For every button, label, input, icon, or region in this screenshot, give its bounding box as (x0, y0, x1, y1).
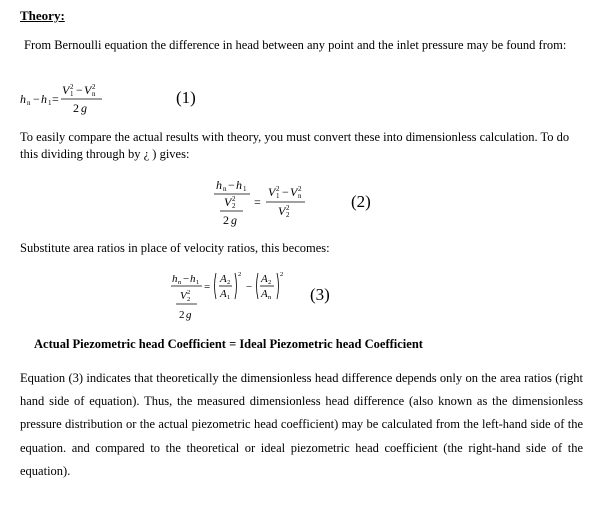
equation-2-number: (2) (351, 192, 371, 211)
eq3-a1-sub: 1 (227, 294, 231, 301)
eq3-den-g: g (186, 309, 192, 321)
eq2-den-2: 2 (223, 213, 229, 227)
eq1-den-g: g (81, 101, 87, 115)
eq2-sub-n: n (223, 185, 227, 193)
eq1-v1-sub: 1 (70, 90, 74, 98)
eq1-sub-n: n (27, 99, 31, 107)
eq2-v2: V (224, 195, 232, 209)
equation-3 (168, 268, 293, 326)
eq2-h-1: h (236, 178, 242, 192)
eq3-a2-num-2: A (261, 273, 268, 285)
eq2-rhs-v1-sup: 2 (276, 185, 280, 193)
eq2-rhs-v2: V (278, 204, 286, 218)
eq3-equals: = (204, 281, 211, 293)
eq3-v2-sup: 2 (187, 289, 191, 296)
eq3-an-sub: n (268, 294, 272, 301)
eq1-num-minus: − (76, 83, 83, 97)
convert-paragraph: To easily compare the actual results with theory, you must convert these into dimensionless calculation. To do this dividing through by ¿ ) gives: (20, 130, 570, 161)
eq3-an-den: A (261, 288, 268, 300)
eq2-den-g: g (231, 213, 237, 227)
eq2-h-n: h (216, 178, 222, 192)
eq3-v2-sub: 2 (187, 296, 191, 303)
eq1-vn-sup: 2 (92, 83, 96, 91)
eq1-minus: − (33, 92, 40, 106)
eq3-den-2: 2 (179, 309, 185, 321)
eq1-equals: = (52, 92, 59, 106)
eq3-paren-left-2 (257, 273, 259, 299)
eq3-a2-sub-2: 2 (268, 279, 272, 286)
eq3-a2-sub: 2 (227, 279, 231, 286)
eq3-sup-1: 2 (238, 271, 242, 278)
eq2-rhs-vn-sub: n (298, 192, 302, 200)
eq2-v2-sup: 2 (232, 195, 236, 203)
eq2-v2-sub: 2 (232, 202, 236, 210)
eq2-rhs-vn: V (290, 185, 298, 199)
eq3-sub-1: 1 (196, 279, 200, 286)
eq1-h-1: h (41, 92, 47, 106)
eq1-h-n: h (20, 92, 26, 106)
eq2-rhs-v1-sub: 1 (276, 192, 280, 200)
eq3-a2-num: A (220, 273, 227, 285)
eq2-rhs-minus: − (282, 185, 289, 199)
section-heading: Theory: (20, 8, 65, 23)
coefficient-statement: Actual Piezometric head Coefficient = Ideal Piezometric head Coefficient (34, 337, 423, 351)
eq1-sub-1: 1 (48, 99, 52, 107)
eq3-sup-2: 2 (280, 271, 284, 278)
equation-2 (210, 176, 320, 232)
eq2-rhs-v2-sub: 2 (286, 211, 290, 219)
eq3-sub-n: n (178, 279, 182, 286)
substitute-paragraph: Substitute area ratios in place of velocity ratios, this becomes: (20, 241, 330, 255)
eq3-paren-right-1 (235, 273, 237, 299)
eq2-rhs-v2-sup: 2 (286, 204, 290, 212)
eq1-vn: V (84, 83, 92, 97)
eq3-paren-right-2 (277, 273, 279, 299)
eq3-mid-minus: − (246, 281, 253, 293)
eq2-rhs-vn-sup: 2 (298, 185, 302, 193)
eq1-v1: V (62, 83, 70, 97)
eq1-vn-sub: n (92, 90, 96, 98)
eq2-sub-1: 1 (243, 185, 247, 193)
eq3-paren-left-1 (215, 273, 217, 299)
equation-3-number: (3) (310, 285, 330, 304)
equation-1-number: (1) (176, 88, 196, 107)
intro-paragraph: From Bernoulli equation the difference in head between any point and the inlet pressure may be found from: (24, 38, 567, 52)
eq2-minus: − (228, 178, 235, 192)
eq1-den-2: 2 (73, 101, 79, 115)
eq1-v1-sup: 2 (70, 83, 74, 91)
eq3-minus: − (183, 273, 190, 285)
eq3-v2: V (180, 290, 187, 302)
eq3-a1-den: A (220, 288, 227, 300)
eq2-equals: = (254, 195, 261, 209)
conclusion-paragraph: Equation (3) indicates that theoretically the dimensionless head difference depends only on the area ratios (right hand side of equation). Thus, the measured dimensionless head difference (also known as the dimensionless pressure distribution or the actual piezometric head coefficient) may be calculated from the left-hand side of the equation. and compared to the theoretical or ideal piezometric head coefficient (the right-hand side of the equation). (20, 371, 583, 478)
eq3-h-1: h (190, 273, 196, 285)
eq2-rhs-v1: V (268, 185, 276, 199)
eq3-h-n: h (172, 273, 178, 285)
